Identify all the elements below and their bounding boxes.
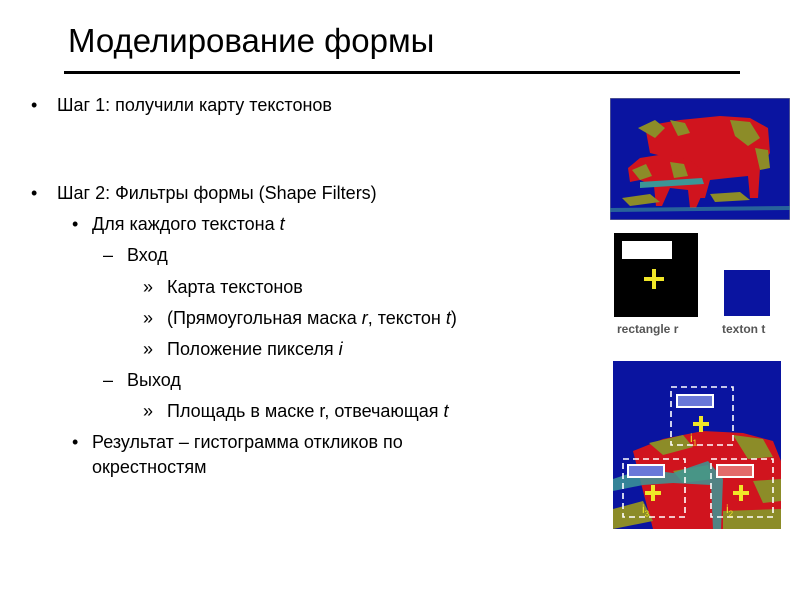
- input-rect-mask: (Прямоугольная маска r, текстон t): [167, 308, 457, 328]
- chevron-marker: »: [143, 339, 154, 359]
- rectangle-mask-image: [614, 233, 698, 317]
- chevron-marker: »: [143, 308, 154, 328]
- slide-title: Моделирование формы: [68, 22, 435, 59]
- label-i2: $i_2$: [726, 502, 734, 519]
- chevron-marker: »: [143, 277, 154, 297]
- caption-rectangle: rectangle r: [617, 322, 679, 336]
- output-heading: Выход: [127, 370, 181, 390]
- dash-marker: –: [103, 245, 114, 265]
- bullet-step1: Шаг 1: получили карту текстонов: [57, 95, 332, 115]
- result-line-1: Результат – гистограмма откликов по: [92, 432, 403, 452]
- input-heading: Вход: [127, 245, 168, 265]
- title-underline: [64, 71, 740, 74]
- result-line-2: окрестностям: [92, 457, 207, 477]
- dash-marker: –: [103, 370, 114, 390]
- input-texton-map: Карта текстонов: [167, 277, 303, 297]
- bullet-marker: •: [31, 95, 38, 115]
- bullet-marker: •: [31, 183, 38, 203]
- texton-map-image: [610, 98, 790, 220]
- bullet-step2: Шаг 2: Фильтры формы (Shape Filters): [57, 183, 377, 203]
- input-pixel-position: Положение пикселя i: [167, 339, 343, 359]
- bullet-marker: •: [72, 214, 79, 234]
- caption-texton: texton t: [722, 322, 766, 336]
- bullet-marker: •: [72, 432, 79, 452]
- output-area: Площадь в маске r, отвечающая t: [167, 401, 449, 421]
- bullet-each-texton: Для каждого текстона t: [92, 214, 285, 234]
- texton-swatch-image: [724, 270, 770, 316]
- label-i1: $i_1$: [690, 431, 698, 448]
- chevron-marker: »: [143, 401, 154, 421]
- label-i3: $i_3$: [642, 502, 650, 519]
